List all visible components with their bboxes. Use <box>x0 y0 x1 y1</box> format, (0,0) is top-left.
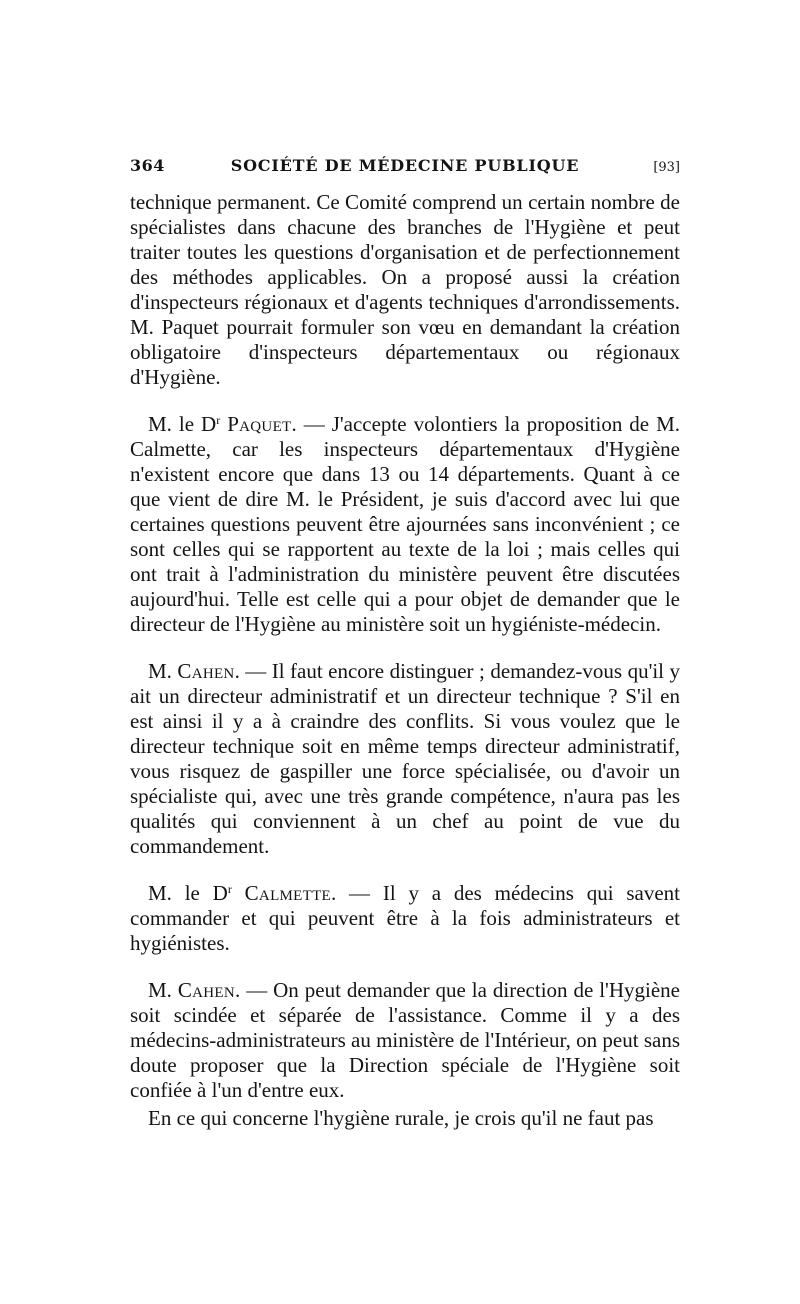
speaker-name: Paquet <box>227 412 292 436</box>
section-reference: [93] <box>653 160 680 175</box>
paragraph-text: technique permanent. Ce Comité comprend un certain nombre de spécialistes dans chacune des branches de l'Hygiène et peut traiter toutes les questions d'organisation et de perfectionnement des méthodes applicables. On a proposé aussi la création d'inspecteurs régionaux et d'agents techniques d'arrondissements. M. Paquet pourrait formuler son vœu en demandant la création obligatoire d'inspecteurs départementaux ou régionaux d'Hygiène. <box>130 190 680 389</box>
speaker-prefix: M. <box>148 659 178 683</box>
speaker-prefix: M. le D <box>148 412 217 436</box>
paragraph-text: . — On peut demander que la direction de l'Hygiène soit scindée et séparée de l'assistance. Comme il y a des médecins-administrateurs au ministère de l'Intérieur, on peut sans doute proposer que la Direction spéciale de l'Hygiène soit confiée à l'un d'entre eux. <box>130 978 680 1102</box>
page-header <box>130 152 680 182</box>
paragraph-rural-hygiene <box>130 1106 680 1131</box>
speaker-prefix: M. le D <box>148 881 228 905</box>
paragraph-text: . — J'accepte volontiers la proposition de M. Calmette, car les inspecteurs départementaux d'Hygiène n'existent encore que dans 13 ou 14 départements. Quant à ce que vient de dire M. le Président, je suis d'accord avec lui que certaines questions peuvent être ajournées sans inconvénient ; ce sont celles qui se rapportent au texte de la loi ; mais celles qui ont trait à l'administration du ministère peuvent être discutées aujourd'hui. Telle est celle qui a pour objet de demander que le directeur de l'Hygiène au ministère soit un hygiéniste-médecin. <box>130 412 681 636</box>
paragraph-cahen-2 <box>130 978 680 1103</box>
paragraph-text: . — Il faut encore distinguer ; demandez-vous qu'il y ait un directeur administratif et un directeur technique ? S'il en est ainsi il y a à craindre des conflits. Si vous voulez que le directeur technique soit en même temps directeur administratif, vous risquez de gaspiller une force spécialisée, ou d'avoir un spécialiste qui, avec une très grande compétence, n'aura pas les qualités qui conviennent à un chef au point de vue du commandement. <box>130 659 680 858</box>
speaker-name: Cahen <box>177 978 236 1002</box>
speaker-title-sup: r <box>227 882 232 896</box>
speaker-prefix: M. <box>148 978 178 1002</box>
paragraph-paquet <box>130 412 680 637</box>
paragraph-continuation <box>130 190 680 390</box>
page-body <box>130 190 680 1131</box>
running-title: SOCIÉTÉ DE MÉDECINE PUBLIQUE <box>230 156 580 175</box>
page-number: 364 <box>130 156 165 175</box>
speaker-title-sup: r <box>216 413 221 427</box>
paragraph-text: . — Il y a des médecins qui savent commander et qui peuvent être à la fois administrateurs et hygiénistes. <box>130 881 681 955</box>
speaker-name: Cahen <box>177 659 235 683</box>
paragraph-text: En ce qui concerne l'hygiène rurale, je crois qu'il ne faut pas <box>148 1106 654 1130</box>
paragraph-calmette <box>130 881 680 956</box>
speaker-name: Calmette <box>244 881 332 905</box>
paragraph-cahen-1 <box>130 659 680 859</box>
